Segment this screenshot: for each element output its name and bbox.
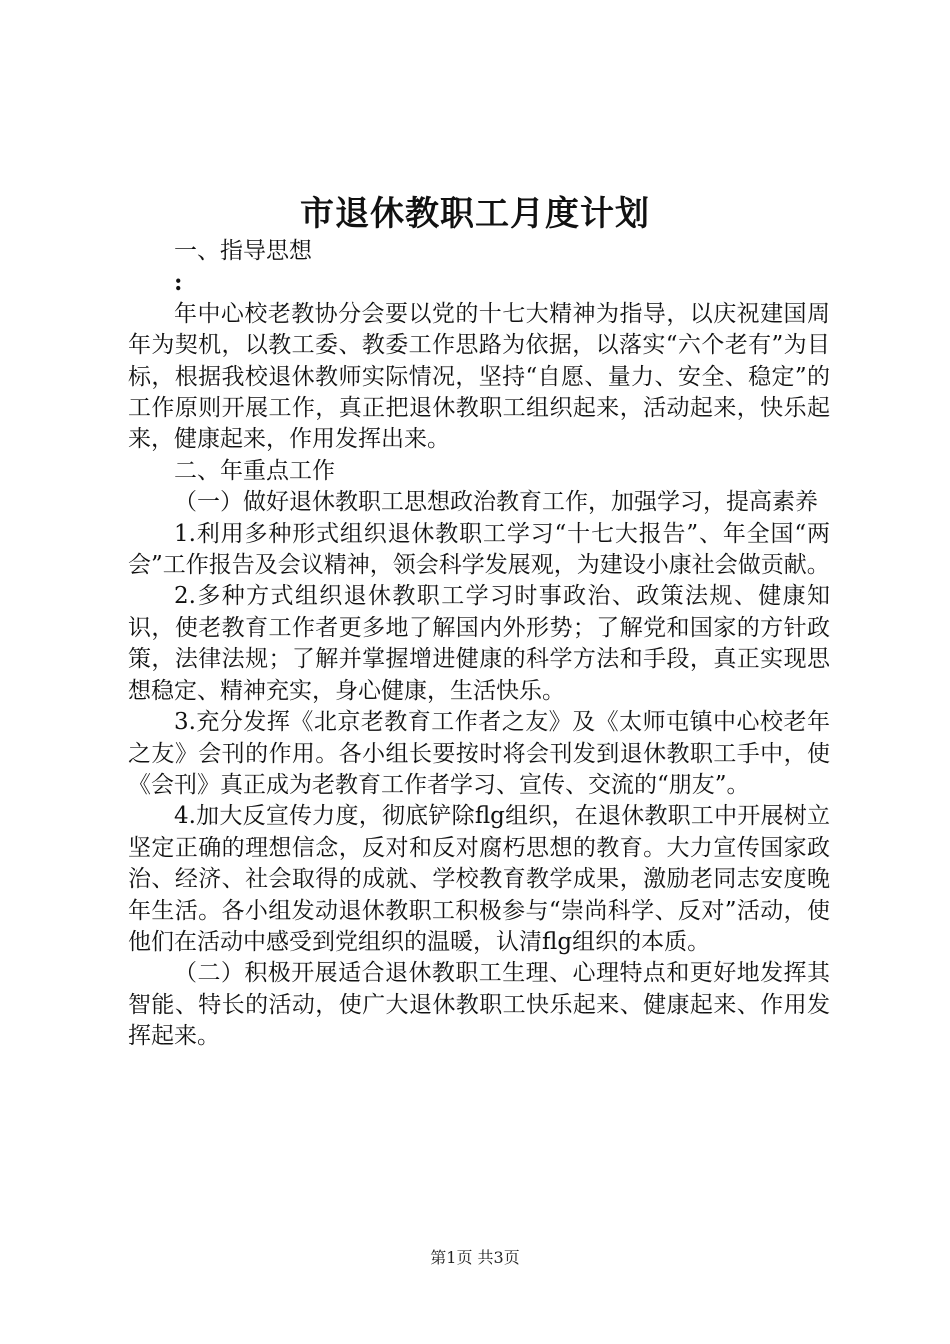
colon-mark: : (174, 269, 183, 297)
section-heading-key-work: 二、年重点工作 (174, 457, 335, 484)
list-item-2: 2.多种方式组织退休教职工学习时事政治、政策法规、健康知识，使老教育工作者更多地了解国内外形势；了解党和国家的方针政策，法律法规；了解并掌握增进健康的科学方法和手段，真正实现思想稳定、精神充实，身心健康，生活快乐。 (128, 583, 830, 704)
subsection-heading-political-education: （一）做好退休教职工思想政治教育工作，加强学习，提高素养 (174, 489, 818, 516)
paragraph-guiding-ideology: 年中心校老教协分会要以党的十七大精神为指导，以庆祝建国周年为契机，以教工委、教委工作思路为依据，以落实“六个老有”为目标，根据我校退休教师实际情况，坚持“自愿、量力、安全、稳定”的工作原则开展工作，真正把退休教职工组织起来，活动起来，快乐起来，健康起来，作用发挥出来。 (128, 300, 830, 453)
document-body (128, 236, 830, 1053)
list-item-4: 4.加大反宣传力度，彻底铲除flg组织，在退休教职工中开展树立坚定正确的理想信念，反对和反对腐朽思想的教育。大力宣传国家政治、经济、社会取得的成就、学校教育教学成果，激励老同志安度晚年生活。各小组发动退休教职工积极参与“崇尚科学、反对”活动，使他们在活动中感受到党组织的温暖，认清flg组织的本质。 (128, 803, 830, 955)
subsection-heading-activities: （二）积极开展适合退休教职工生理、心理特点和更好地发挥其智能、特长的活动，使广大退休教职工快乐起来、健康起来、作用发挥起来。 (128, 960, 830, 1050)
document-title: 市退休教职工月度计划 (300, 194, 650, 234)
section-heading-guiding-ideology: 一、指导思想 (174, 238, 312, 264)
list-item-3: 3.充分发挥《北京老教育工作者之友》及《太师屯镇中心校老年之友》会刊的作用。各小组长要按时将会刊发到退休教职工手中，使《会刊》真正成为老教育工作者学习、宣传、交流的“朋友”。 (128, 709, 830, 798)
page-footer: 第1页 共3页 (430, 1248, 520, 1267)
list-item-1: 1.利用多种形式组织退休教职工学习“十七大报告”、年全国“两会”工作报告及会议精神，领会科学发展观，为建设小康社会做贡献。 (128, 520, 830, 579)
